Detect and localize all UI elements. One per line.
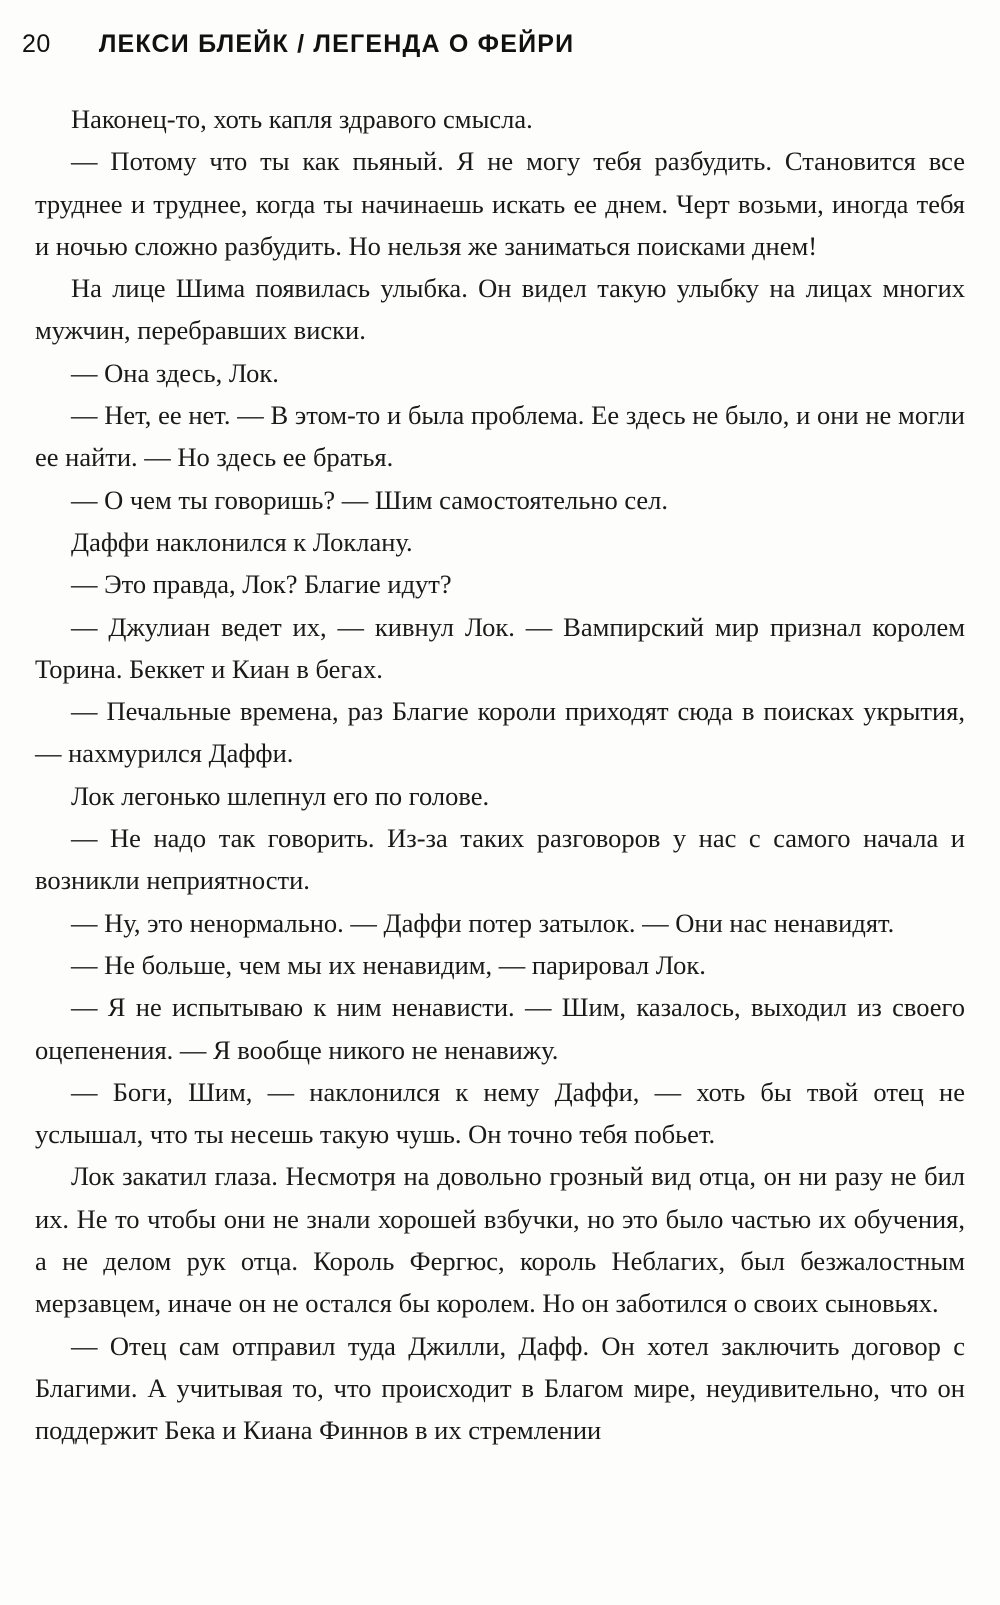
paragraph: — Она здесь, Лок. [71,357,279,388]
paragraph: Даффи наклонился к Локлану. [71,526,413,557]
paragraph: На лице Шима появилась улыбка. Он видел такую улыбку на лицах многих мужчин, перебравших виски. [35,273,965,346]
paragraph: — Джулиан ведет их, — кивнул Лок. — Вампирский мир признал королем Торина. Беккет и Киан в бегах. [35,611,965,684]
body-text [35,98,965,1452]
paragraph: Наконец-то, хоть капля здравого смысла. [71,104,533,134]
paragraph: Лок закатил глаза. Несмотря на довольно грозный вид отца, он ни разу не бил их. Не то чтобы они не знали хорошей взбучки, но это было частью их обучения, а не делом рук отца. Король Фергюс, король Неблагих, был безжалостным мерзавцем, иначе он не остался бы королем. Но он заботился о своих сыновьях. [35,1161,965,1319]
paragraph: — Боги, Шим, — наклонился к нему Даффи, — хоть бы твой отец не услышал, что ты несешь такую чушь. Он точно тебя побьет. [35,1076,965,1150]
paragraph: — О чем ты говоришь? — Шим самостоятельно сел. [71,484,669,515]
paragraph: — Нет, ее нет. — В этом-то и была проблема. Ее здесь не было, и они не могли ее найти. — Но здесь ее братья. [35,400,965,473]
paragraph: — Я не испытываю к ним ненависти. — Шим, казалось, выходил из своего оцепенения. — Я вообще никого не ненавижу. [35,992,965,1065]
paragraph: — Ну, это ненормально. — Даффи потер затылок. — Они нас ненавидят. [71,907,895,938]
paragraph: — Не больше, чем мы их ненавидим, — парировал Лок. [71,949,706,980]
paragraph: Лок легонько шлепнул его по голове. [71,780,490,811]
running-head [22,30,574,70]
paragraph: — Отец сам отправил туда Джилли, Дафф. Он хотел заключить договор с Благими. А учитывая то, что происходит в Благом мире, неудивительно, что он поддержит Бека и Киана Финнов в их стремлении [35,1330,965,1446]
paragraph: — Потому что ты как пьяный. Я не могу тебя разбудить. Становится все труднее и труднее, когда ты начинаешь искать ее днем. Черт возьми, иногда тебя и ночью сложно разбудить. Но нельзя же заниматься поисками днем! [35,146,965,261]
paragraph: — Это правда, Лок? Благие идут? [71,569,452,600]
running-title: ЛЕКСИ БЛЕЙК / ЛЕГЕНДА О ФЕЙРИ [98,30,575,58]
paragraph: — Не надо так говорить. Из-за таких разговоров у нас с самого начала и возникли неприятности. [35,823,965,896]
page-number: 20 [22,30,51,58]
paragraph: — Печальные времена, раз Благие короли приходят сюда в поисках укрытия, — нахмурился Даффи. [35,696,965,769]
